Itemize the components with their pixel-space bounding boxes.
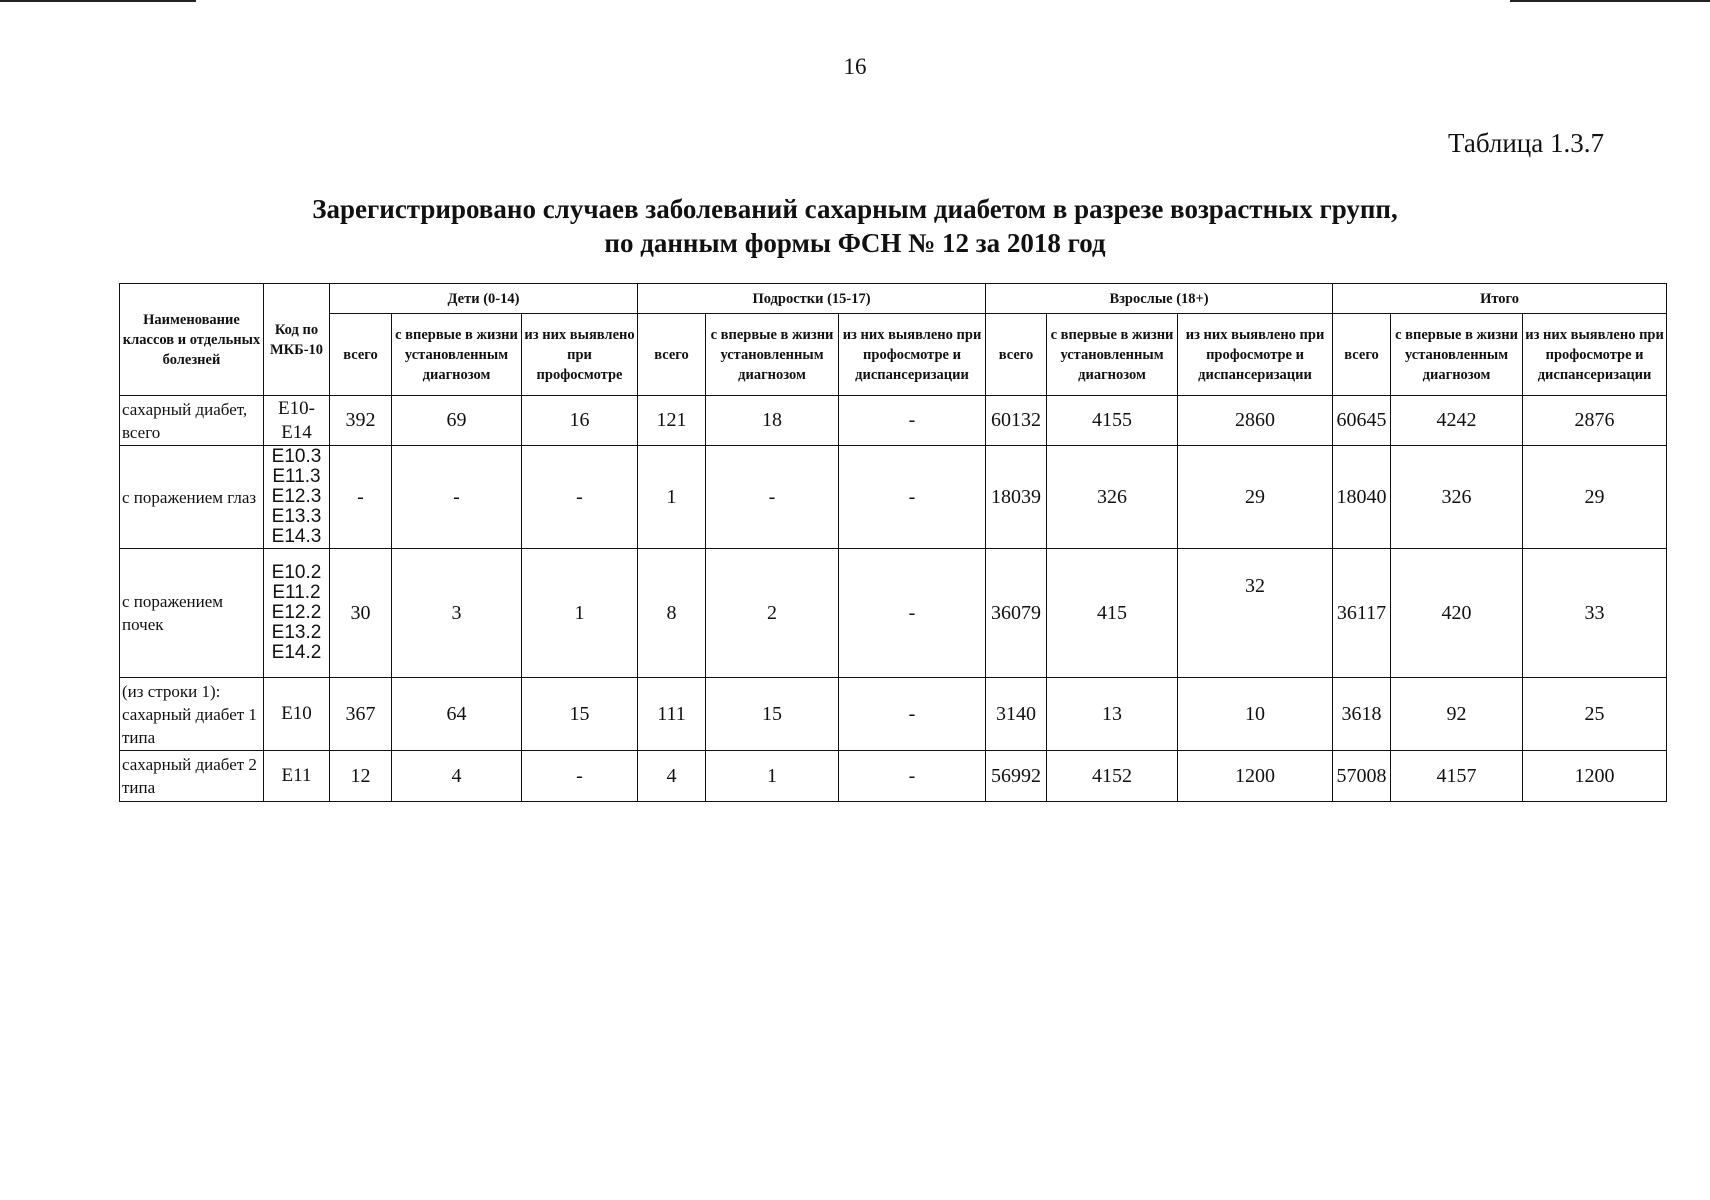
table-cell: - (706, 446, 839, 549)
table-cell: 60132 (986, 396, 1047, 446)
icd-code-line: E13.2 (271, 622, 322, 643)
row-icd-code (264, 549, 330, 678)
icd-code-line: E10.3 (271, 446, 322, 467)
header-icd-code: Код по МКБ-10 (264, 284, 330, 396)
top-border-line-right (1510, 0, 1710, 2)
row-disease-name: сахарный диабет 2 типа (120, 751, 264, 802)
header-row-groups (120, 284, 1667, 314)
icd-code-line: E12.3 (271, 486, 322, 507)
table-cell: - (839, 751, 986, 802)
table-cell: 1 (706, 751, 839, 802)
table-cell: 4 (638, 751, 706, 802)
table-cell: 18039 (986, 446, 1047, 549)
table-cell: 2876 (1523, 396, 1667, 446)
table-cell: - (522, 751, 638, 802)
table-cell: - (330, 446, 392, 549)
icd-code-line: E10- (278, 397, 315, 419)
row-disease-name: сахарный диабет, всего (120, 396, 264, 446)
page-number: 16 (843, 54, 867, 79)
header-teens-found-checkup: из них выявлено при профосмотре и диспансеризации (839, 314, 986, 396)
table-cell: 25 (1523, 678, 1667, 751)
table-cell: 60645 (1333, 396, 1391, 446)
table-cell: 326 (1047, 446, 1178, 549)
table-cell: 326 (1391, 446, 1523, 549)
table-cell: 12 (330, 751, 392, 802)
table-row (120, 751, 1667, 802)
header-total-total: всего (1333, 314, 1391, 396)
table-cell: 10 (1178, 678, 1333, 751)
table-cell: 367 (330, 678, 392, 751)
table-cell: 56992 (986, 751, 1047, 802)
table-cell: 3618 (1333, 678, 1391, 751)
header-total-found-checkup: из них выявлено при профосмотре и диспансеризации (1523, 314, 1667, 396)
row-icd-code (264, 446, 330, 549)
diabetes-cases-table (119, 283, 1667, 802)
table-cell: - (839, 549, 986, 678)
table-row (120, 678, 1667, 751)
header-children-total: всего (330, 314, 392, 396)
header-group-teens: Подростки (15-17) (638, 284, 986, 314)
table-cell: 57008 (1333, 751, 1391, 802)
table-cell: 1 (522, 549, 638, 678)
table-cell: 16 (522, 396, 638, 446)
icd-code-line: E10.2 (271, 562, 322, 583)
table-row (120, 446, 1667, 549)
row-icd-code (264, 751, 330, 802)
table-cell: 4157 (1391, 751, 1523, 802)
header-group-total: Итого (1333, 284, 1667, 314)
icd-code-line: E12.2 (271, 602, 322, 623)
document-title-line-1: Зарегистрировано случаев заболеваний сахарным диабетом в разрезе возрастных групп, (312, 194, 1398, 224)
header-children-first-diagnosed: с впервые в жизни установленным диагнозом (392, 314, 522, 396)
table-cell: 121 (638, 396, 706, 446)
table-cell: - (839, 396, 986, 446)
table-cell: 2860 (1178, 396, 1333, 446)
table-cell: 18 (706, 396, 839, 446)
table-cell: 4152 (1047, 751, 1178, 802)
table-cell: 415 (1047, 549, 1178, 678)
table-cell: 32 (1178, 549, 1333, 678)
table-cell: 4242 (1391, 396, 1523, 446)
table-cell: 1200 (1178, 751, 1333, 802)
row-disease-name: (из строки 1): сахарный диабет 1 типа (120, 678, 264, 751)
row-disease-name: с поражением почек (120, 549, 264, 678)
header-row-subcolumns (120, 314, 1667, 396)
table-cell: 33 (1523, 549, 1667, 678)
table-cell: 15 (522, 678, 638, 751)
table-cell: 8 (638, 549, 706, 678)
table-cell: 29 (1178, 446, 1333, 549)
icd-code-line: E14.2 (271, 642, 322, 663)
table-cell: 3 (392, 549, 522, 678)
header-adults-total: всего (986, 314, 1047, 396)
table-cell: 30 (330, 549, 392, 678)
row-icd-code (264, 678, 330, 751)
table-cell: - (392, 446, 522, 549)
table-cell: 4155 (1047, 396, 1178, 446)
icd-code-line: E11 (281, 765, 312, 786)
top-border-line-left (0, 0, 196, 2)
icd-code-line: E14 (281, 421, 312, 443)
table-cell: 36117 (1333, 549, 1391, 678)
table-cell: 3140 (986, 678, 1047, 751)
icd-code-line: E10 (281, 703, 312, 724)
header-group-adults: Взрослые (18+) (986, 284, 1333, 314)
table-cell: 2 (706, 549, 839, 678)
table-cell: 92 (1391, 678, 1523, 751)
table-row (120, 396, 1667, 446)
header-teens-total: всего (638, 314, 706, 396)
row-disease-name: с поражением глаз (120, 446, 264, 549)
icd-code-line: E11.2 (272, 582, 321, 603)
table-cell: 69 (392, 396, 522, 446)
icd-code-line: E11.3 (272, 466, 321, 487)
table-cell: - (839, 678, 986, 751)
row-icd-code (264, 396, 330, 446)
table-row (120, 549, 1667, 678)
table-cell: 64 (392, 678, 522, 751)
header-children-found-checkup: из них выявлено при профосмотре (522, 314, 638, 396)
table-cell: 420 (1391, 549, 1523, 678)
icd-code-line: E13.3 (271, 506, 322, 527)
header-teens-first-diagnosed: с впервые в жизни установленным диагнозом (706, 314, 839, 396)
table-cell: 111 (638, 678, 706, 751)
table-cell: 13 (1047, 678, 1178, 751)
table-cell: 392 (330, 396, 392, 446)
header-disease-name: Наименование классов и отдельных болезней (120, 284, 264, 396)
table-cell: - (839, 446, 986, 549)
header-total-first-diagnosed: с впервые в жизни установленным диагнозом (1391, 314, 1523, 396)
table-cell: 36079 (986, 549, 1047, 678)
table-cell: 4 (392, 751, 522, 802)
table-cell: - (522, 446, 638, 549)
icd-code-line: E14.3 (271, 526, 322, 547)
table-cell: 18040 (1333, 446, 1391, 549)
header-adults-found-checkup: из них выявлено при профосмотре и диспансеризации (1178, 314, 1333, 396)
table-cell: 1 (638, 446, 706, 549)
table-cell: 29 (1523, 446, 1667, 549)
header-group-children: Дети (0-14) (330, 284, 638, 314)
table-label: Таблица 1.3.7 (1448, 128, 1604, 158)
table-cell: 15 (706, 678, 839, 751)
document-title-line-2: по данным формы ФСН № 12 за 2018 год (604, 228, 1106, 258)
header-adults-first-diagnosed: с впервые в жизни установленным диагнозом (1047, 314, 1178, 396)
table-cell: 1200 (1523, 751, 1667, 802)
document-title (0, 192, 1710, 260)
